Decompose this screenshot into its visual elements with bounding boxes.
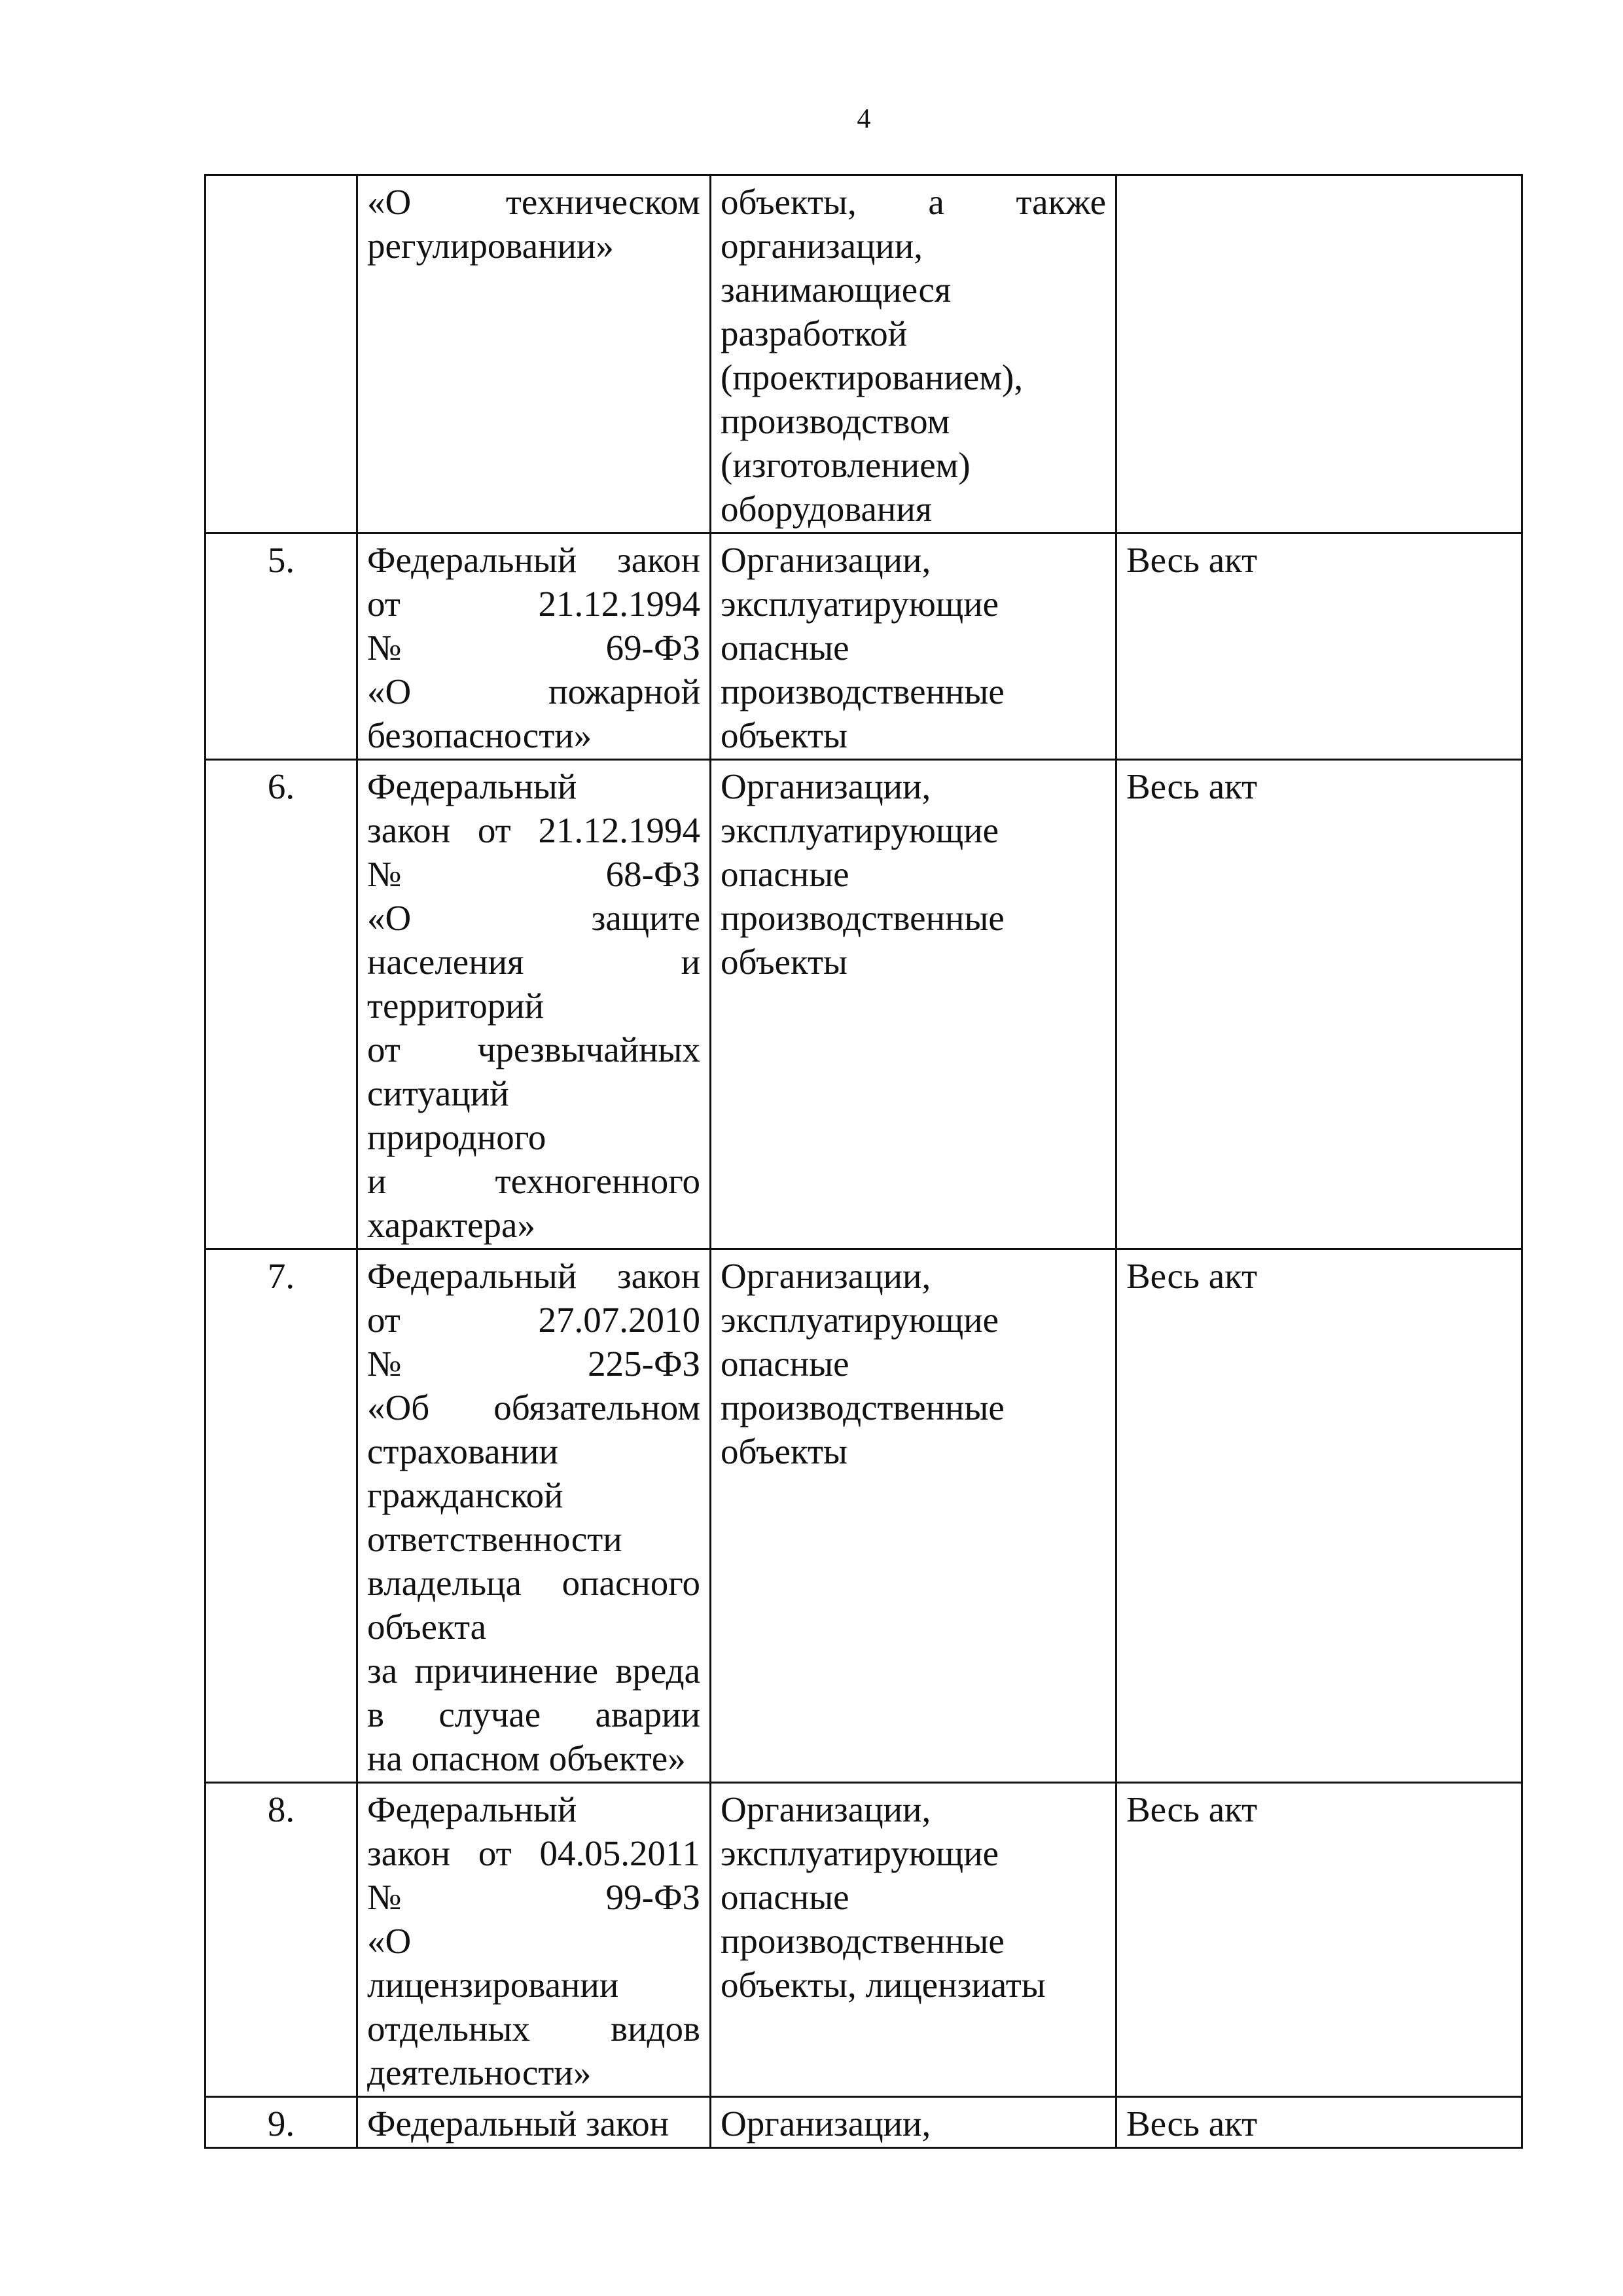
law-title-line: ответственности bbox=[367, 1519, 622, 1559]
subject-line: опасные bbox=[721, 628, 849, 668]
subject-line: производственные bbox=[721, 672, 1005, 711]
scope-cell: Весь акт bbox=[1116, 1249, 1522, 1783]
subject-line: объекты bbox=[721, 942, 847, 982]
subject-line: эксплуатирующие bbox=[721, 1833, 999, 1873]
subject-line: (изготовлением) bbox=[721, 445, 971, 485]
law-title-line: № 99-ФЗ bbox=[367, 1877, 700, 1917]
subject-cell bbox=[711, 533, 1116, 760]
subject-cell bbox=[711, 760, 1116, 1249]
subject-cell bbox=[711, 1783, 1116, 2097]
subject-line: Организации, bbox=[721, 766, 931, 806]
scope-cell: Весь акт bbox=[1116, 533, 1522, 760]
law-title-line: и техногенного bbox=[367, 1161, 700, 1201]
law-title-line: Федеральный bbox=[367, 766, 577, 806]
subject-cell bbox=[711, 1249, 1116, 1783]
subject-line: объекты, а также bbox=[721, 182, 1106, 222]
table-row bbox=[205, 2097, 1522, 2148]
subject-line: эксплуатирующие bbox=[721, 584, 999, 624]
law-title-line: природного bbox=[367, 1117, 546, 1157]
law-title-line: «Об обязательном bbox=[367, 1388, 700, 1427]
law-title-line: «О bbox=[367, 1921, 412, 1961]
subject-line: эксплуатирующие bbox=[721, 810, 999, 850]
law-title-line: населения и bbox=[367, 942, 700, 982]
law-title-line: № 69-ФЗ bbox=[367, 628, 700, 668]
law-title-line: деятельности» bbox=[367, 2053, 592, 2092]
subject-line: производством bbox=[721, 401, 950, 441]
subject-line: Организации, bbox=[721, 2104, 931, 2144]
subject-line: опасные bbox=[721, 1344, 849, 1384]
law-title-cell bbox=[357, 1783, 711, 2097]
page-number: 4 bbox=[857, 104, 871, 134]
law-title-line: лицензировании bbox=[367, 1965, 619, 2005]
subject-line: эксплуатирующие bbox=[721, 1300, 999, 1340]
table-row bbox=[205, 175, 1522, 533]
law-title-line: безопасности» bbox=[367, 715, 592, 755]
law-title-line: «О пожарной bbox=[367, 672, 700, 711]
subject-line: объекты, лицензиаты bbox=[721, 1965, 1046, 2005]
law-title-line: от чрезвычайных bbox=[367, 1030, 700, 1069]
law-title-line: № 225-ФЗ bbox=[367, 1344, 700, 1384]
subject-cell bbox=[711, 2097, 1116, 2148]
law-title-line: «О техническом bbox=[367, 182, 700, 222]
subject-line: разработкой bbox=[721, 314, 908, 353]
table-row bbox=[205, 1783, 1522, 2097]
law-title-cell bbox=[357, 760, 711, 1249]
subject-line: организации, bbox=[721, 226, 923, 266]
law-title-line: «О защите bbox=[367, 898, 700, 938]
subject-line: производственные bbox=[721, 898, 1005, 938]
law-title-line: характера» bbox=[367, 1205, 535, 1245]
row-number: 7. bbox=[205, 1249, 357, 1783]
law-title-line: территорий bbox=[367, 986, 544, 1026]
law-title-line: Федеральный закон bbox=[367, 2104, 669, 2144]
table-row bbox=[205, 1249, 1522, 1783]
law-title-line: закон от 04.05.2011 bbox=[367, 1833, 700, 1873]
scope-cell bbox=[1116, 175, 1522, 533]
law-title-line: от 27.07.2010 bbox=[367, 1300, 700, 1340]
law-title-line: объекта bbox=[367, 1607, 487, 1647]
subject-line: (проектированием), bbox=[721, 357, 1024, 397]
subject-line: опасные bbox=[721, 854, 849, 894]
law-title-line: Федеральный bbox=[367, 1789, 577, 1829]
subject-line: Организации, bbox=[721, 1256, 931, 1296]
row-number: 9. bbox=[205, 2097, 357, 2148]
law-title-line: владельца опасного bbox=[367, 1563, 700, 1603]
row-number: 5. bbox=[205, 533, 357, 760]
law-title-cell bbox=[357, 1249, 711, 1783]
law-title-line: № 68-ФЗ bbox=[367, 854, 700, 894]
row-number: 6. bbox=[205, 760, 357, 1249]
law-title-line: отдельных видов bbox=[367, 2009, 700, 2049]
law-title-line: закон от 21.12.1994 bbox=[367, 810, 700, 850]
law-title-line: страховании bbox=[367, 1431, 558, 1471]
law-title-line: Федеральный закон bbox=[367, 1256, 700, 1296]
table-row bbox=[205, 760, 1522, 1249]
law-title-cell bbox=[357, 2097, 711, 2148]
row-number bbox=[205, 175, 357, 533]
subject-line: Организации, bbox=[721, 540, 931, 580]
subject-line: оборудования bbox=[721, 489, 933, 529]
law-title-line: от 21.12.1994 bbox=[367, 584, 700, 624]
law-title-line: на опасном объекте» bbox=[367, 1738, 686, 1778]
law-title-line: регулировании» bbox=[367, 226, 614, 266]
table-row bbox=[205, 533, 1522, 760]
legal-acts-table bbox=[204, 174, 1523, 2149]
subject-line: опасные bbox=[721, 1877, 849, 1917]
subject-line: объекты bbox=[721, 715, 847, 755]
law-title-line: гражданской bbox=[367, 1475, 563, 1515]
subject-line: объекты bbox=[721, 1431, 847, 1471]
law-title-cell bbox=[357, 533, 711, 760]
law-title-line: в случае аварии bbox=[367, 1695, 700, 1734]
row-number: 8. bbox=[205, 1783, 357, 2097]
law-title-line: ситуаций bbox=[367, 1073, 509, 1113]
law-title-line: Федеральный закон bbox=[367, 540, 700, 580]
subject-line: занимающиеся bbox=[721, 270, 952, 310]
subject-line: производственные bbox=[721, 1388, 1005, 1427]
subject-cell bbox=[711, 175, 1116, 533]
scope-cell: Весь акт bbox=[1116, 760, 1522, 1249]
subject-line: Организации, bbox=[721, 1789, 931, 1829]
law-title-line: за причинение вреда bbox=[367, 1651, 700, 1691]
subject-line: производственные bbox=[721, 1921, 1005, 1961]
law-title-cell bbox=[357, 175, 711, 533]
scope-cell: Весь акт bbox=[1116, 1783, 1522, 2097]
scope-cell: Весь акт bbox=[1116, 2097, 1522, 2148]
